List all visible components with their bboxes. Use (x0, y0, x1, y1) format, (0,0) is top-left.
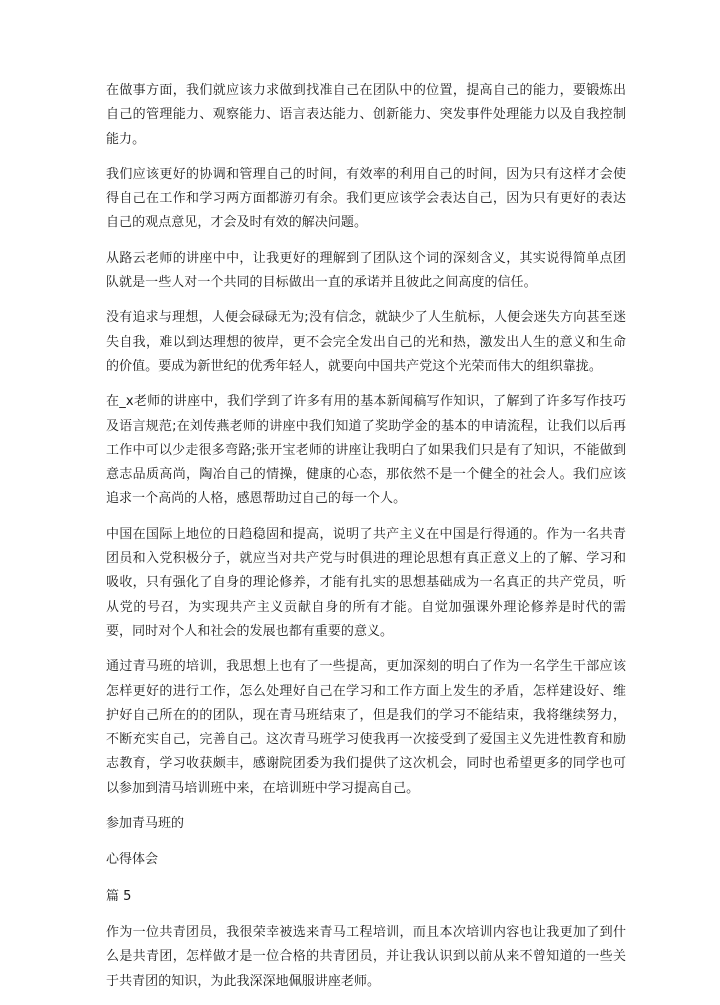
paragraph-1: 在做事方面，我们就应该力求做到找准自己在团队中的位置，提高自己的能力，要锻炼出自己的管理能力、观察能力、语言表达能力、创新能力、突发事件处理能力以及自我控制能力。 (106, 83, 626, 147)
heading-line-1: 参加青马班的 (106, 816, 185, 832)
paragraph-6: 中国在国际上地位的日趋稳固和提高，说明了共产主义在中国是行得通的。作为一名共青团员和入党积极分子，就应当对共产党与时俱进的理论思想有真正意义上的了解、学习和吸收，只有强化了自身的理论修养，才能有扎实的思想基础成为一名真正的共产党员，听从党的号召，为实现共产主义贡献自身的所有才能。自觉加强课外理论修养是时代的需要，同时对个人和社会的发展也都有重要的意义。 (106, 526, 626, 639)
paragraph-3: 从路云老师的讲座中中，让我更好的理解到了团队这个词的深刻含义，其实说得简单点团队就是一些人对一个共同的目标做出一直的承诺并且彼此之间高度的信任。 (106, 250, 626, 291)
section-label: 篇 5 (106, 888, 132, 904)
paragraph-5: 在_x老师的讲座中，我们学到了许多有用的基本新闻稿写作知识，了解到了许多写作技巧及语言规范;在刘传燕老师的讲座中我们知道了奖助学金的基本的申请流程，让我们以后再工作中可以少走很多弯路;张开宝老师的讲座让我明白了如果我们只是有了知识，不能做到意志品质高尚，陶冶自己的情操，健康的心态，那依然不是一个健全的社会人。我们应该追求一个高尚的人格，感恩帮助过自己的每一个人。 (106, 394, 626, 507)
document-body (106, 79, 626, 1005)
heading-line-2: 心得体会 (106, 852, 159, 868)
paragraph-7: 通过青马班的培训，我思想上也有了一些提高，更加深刻的明白了作为一名学生干部应该怎样更好的进行工作，怎么处理好自己在学习和工作方面上发生的矛盾，怎样建设好、维护好自己所在的的团队，现在青马班结束了，但是我们的学习不能结束，我将继续努力，不断充实自己，完善自己。这次青马班学习使我再一次接受到了爱国主义先进性教育和励志教育，学习收获颇丰，感谢院团委为我们提供了这次机会，同时也希望更多的同学也可以参加到清马培训班中来，在培训班中学习提高自己。 (106, 659, 626, 796)
paragraph-2: 我们应该更好的协调和管理自己的时间，有效率的利用自己的时间，因为只有这样才会使得自己在工作和学习两方面都游刃有余。我们更应该学会表达自己，因为只有更好的表达自己的观点意见，才会及时有效的解决问题。 (106, 166, 626, 231)
final-paragraph: 作为一位共青团员，我很荣幸被选来青马工程培训，而且本次培训内容也让我更加了到什么是共青团，怎样做才是一位合格的共青团员，并让我认识到以前从来不曾知道的一些关于共青团的知识，为此我深深地佩服讲座老师。 (106, 924, 626, 989)
paragraph-4: 没有追求与理想，人便会碌碌无为;没有信念，就缺少了人生航标，人便会迷失方向甚至迷失自我，难以到达理想的彼岸，更不会完全发出自己的光和热，激发出人生的意义和生命的价值。要成为新世纪的优秀年轻人，就要向中国共产党这个光荣而伟大的组织靠拢。 (106, 310, 626, 374)
